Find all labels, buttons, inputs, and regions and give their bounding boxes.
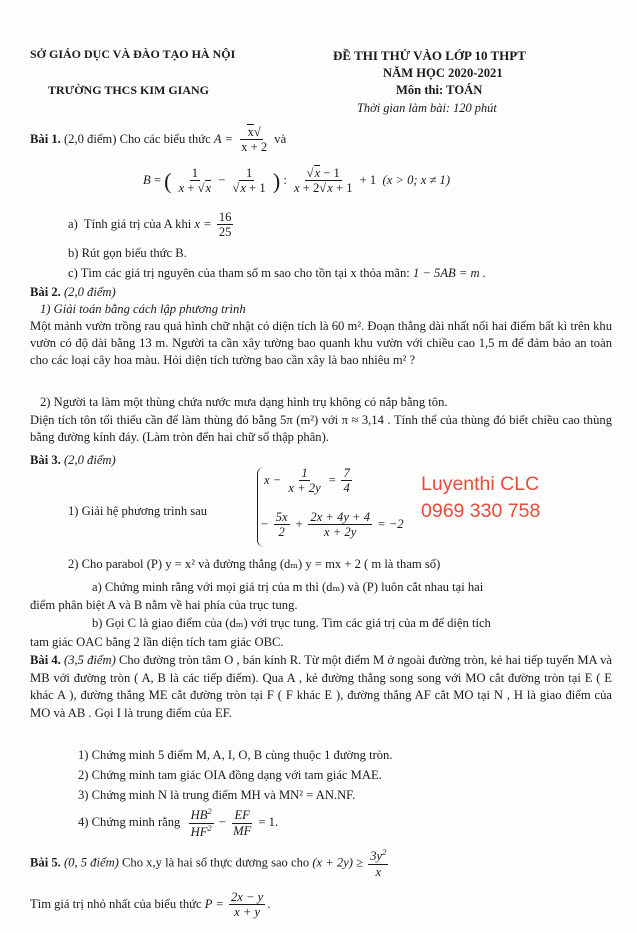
bai5-text: Bài 5. (0, 5 điểm) Cho x,y là hai số thực dương sao cho (x + 2y) ≥ $\frac{3y^2}{x}$	[30, 847, 387, 879]
bai3-part1: 1) Giải hệ phương trình sau	[68, 504, 208, 518]
bai1-part-b: b) Rút gọn biểu thức B.	[68, 246, 187, 260]
bai4-text: Bài 4. (3,5 điểm) Cho đường tròn tâm O , bán kính R. Từ một điểm M ở ngoài đường tròn, kẻ hai tiếp tuyến MA và MB với đường tròn ( A, B là các tiếp điểm). Qua A , kẻ đường thẳng song song với MO cắt đường tròn tại E ( E khác A ), đường thẳng ME cắt đường tròn tại F ( F khác E ), đường thẳng AF cắt MO tại N , H là giao điểm của MO và AB . Gọi I là trung điểm của EF.	[30, 653, 612, 720]
bai1-part-a: a) Tính giá trị của A khi x = $\frac{16}{25}$	[68, 210, 232, 240]
bai3-part2: 2) Cho parabol (P) y = x² và đường thẳng (dₘ) y = mx + 2 ( m là tham số)	[68, 557, 441, 571]
system-eq2: − $\frac{5x}{2}$ + $\frac{2x + 4y + 4}{x + 2y}$ = −2	[260, 510, 404, 540]
bai1-title: Bài 1.	[30, 131, 61, 146]
bai3-heading: Bài 3. (2,0 điểm)	[30, 453, 116, 467]
bai3-part2a-cont: điểm phân biệt A và B nằm về hai phía của trục tung.	[30, 598, 298, 612]
header-year: NĂM HỌC 2020-2021	[383, 66, 503, 80]
bai2-part2-text: Diện tích tôn tối thiểu cần để làm thùng đó bằng 5π (m²) với π ≈ 3,14 . Tính thể của thùng đó biết chiều cao thùng bằng đường kính đáy. (Làm tròn đến hai chữ số thập phân).	[30, 413, 612, 445]
bai2-part1-heading: 1) Giải toán bằng cách lập phương trình	[40, 302, 246, 316]
bai4-q4: 4) Chứng minh rằng $\frac{HB^2}{HF^2}$ − $\frac{EF}{MF}$ = 1.	[78, 806, 279, 839]
bai1-points: (2,0 điểm)	[63, 131, 117, 146]
bai1-a-text: Tính giá trị của A khi	[83, 216, 192, 231]
bai1-part-c: c) Tìm các giá trị nguyên của tham số m sao cho tồn tại x thỏa mãn: 1 − 5AB = m .	[68, 266, 486, 280]
bai2-part1-text: Một mảnh vườn trồng rau quả hình chữ nhật có diện tích là 60 m². Đoạn thẳng dài nhất nối hai điểm bất kì trên khu vườn có độ dài bằng 13 m. Người ta cần xây tường bao quanh khu vườn với chiều cao 1,5 m để đảm bảo an toàn cho các loại cây hoa màu. Hỏi diện tích tường bao cần xây là bao nhiêu m² ?	[30, 319, 612, 368]
bai3-part2a: a) Chứng minh rằng với mọi giá trị của m thì (dₘ) và (P) luôn cắt nhau tại hai	[92, 580, 484, 594]
header-school: TRƯỜNG THCS KIM GIANG	[48, 83, 210, 97]
bai3-part2b-cont: tam giác OAC bằng 2 lần diện tích tam giác OBC.	[30, 635, 284, 649]
bai1-intro	[30, 125, 286, 155]
formula-A: A =	[213, 131, 233, 146]
formula-B: B = ( $\frac{1}{x + √x}$ − $\frac{1}{√x + 1}$ ) : $\frac{√x - 1}{x + 2√x + 1}$ + 1 (x > 0; x ≠ 1)	[143, 166, 451, 196]
bai3-part2b: b) Gọi C là giao điểm của (dₘ) với trục tung. Tìm các giá trị của m để diện tích	[92, 616, 491, 630]
bai2-part2-heading: 2) Người ta làm một thùng chứa nước mưa dạng hình trụ không có nắp bằng tôn.	[40, 395, 448, 409]
formula-A-fraction: $\frac{x√}{x + 2}$	[241, 125, 268, 155]
watermark-line1: Luyenthi CLC	[421, 473, 540, 495]
bai4-q2: 2) Chứng minh tam giác OIA đồng dạng với tam giác MAE.	[78, 768, 382, 782]
bai2-heading: Bài 2. (2,0 điểm)	[30, 285, 116, 299]
bai5-text2: Tìm giá trị nhỏ nhất của biểu thức P = $\frac{2x - y}{x + y}$ .	[30, 890, 271, 920]
header-time: Thời gian làm bài: 120 phút	[357, 101, 497, 115]
bai4-q1: 1) Chứng minh 5 điểm M, A, I, O, B cùng thuộc 1 đường tròn.	[78, 748, 393, 762]
bai1-intro-text: Cho các biểu thức	[119, 131, 211, 146]
bai4-q3: 3) Chứng minh N là trung điểm MH và MN² = AN.NF.	[78, 788, 356, 802]
bai1-a-fraction: $\frac{16}{25}$	[218, 210, 232, 240]
bai1-va: và	[274, 131, 287, 146]
header-subject: Môn thi: TOÁN	[396, 83, 483, 97]
bai1-condition: (x > 0; x ≠ 1)	[382, 172, 451, 187]
watermark-line2: 0969 330 758	[421, 500, 541, 522]
system-eq1: x − $\frac{1}{x + 2y}$ = $\frac{7}{4}$	[264, 466, 350, 496]
bai1-c-equation: 1 − 5AB = m .	[412, 266, 486, 280]
header-dept: SỞ GIÁO DỤC VÀ ĐÀO TẠO HÀ NỘI	[30, 47, 236, 61]
header-exam: ĐỀ THI THỬ VÀO LỚP 10 THPT	[333, 48, 526, 63]
